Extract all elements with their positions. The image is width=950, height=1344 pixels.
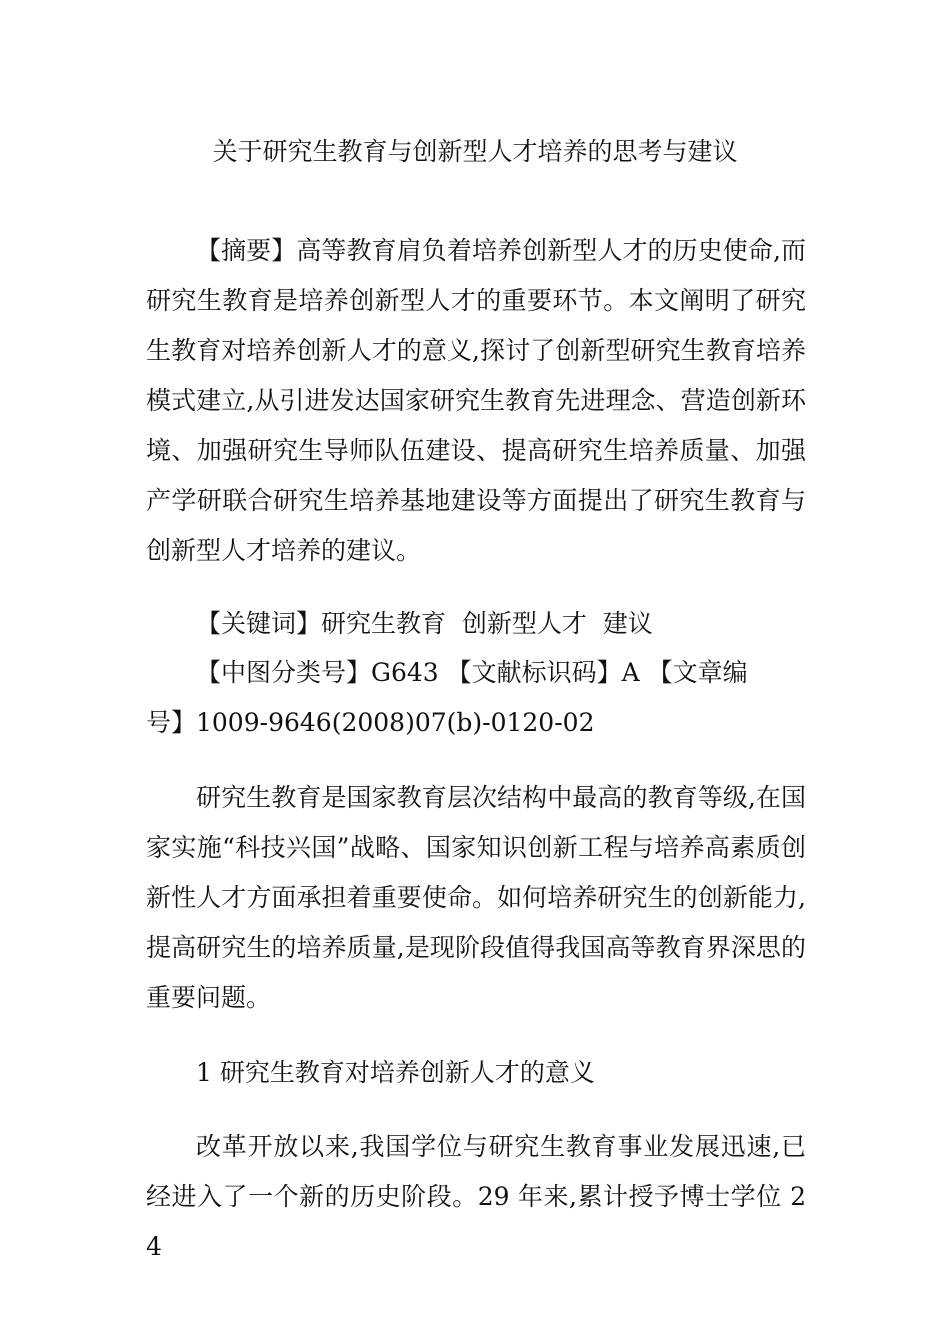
classification-line-1: 【中图分类号】G643 【文献标识码】A 【文章编 xyxy=(196,658,748,687)
keywords-line: 【关键词】研究生教育 创新型人才 建议 xyxy=(196,609,653,638)
document-title: 关于研究生教育与创新型人才培养的思考与建议 xyxy=(212,137,738,166)
body-paragraph-1: 研究生教育是国家教育层次结构中最高的教育等级,在国家实施“科技兴国”战略、国家知识创新工程与培养高素质创新性人才方面承担着重要使命。如何培养研究生的创新能力,提高研究生的培养质量,是现阶段值得我国高等教育界深思的重要问题。 xyxy=(146,783,806,1012)
classification-line-2: 号】1009-9646(2008)07(b)-0120-02 xyxy=(146,708,595,737)
body-paragraph-2: 改革开放以来,我国学位与研究生教育事业发展迅速,已经进入了一个新的历史阶段。29 年来,累计授予博士学位 24 xyxy=(146,1132,806,1261)
section-heading-1: 1 研究生教育对培养创新人才的意义 xyxy=(196,1058,595,1087)
abstract-paragraph: 【摘要】高等教育肩负着培养创新型人才的历史使命,而研究生教育是培养创新型人才的重要环节。本文阐明了研究生教育对培养创新人才的意义,探讨了创新型研究生教育培养模式建立,从引进发达国家研究生教育先进理念、营造创新环境、加强研究生导师队伍建设、提高研究生培养质量、加强产学研联合研究生培养基地建设等方面提出了研究生教育与创新型人才培养的建议。 xyxy=(146,236,806,565)
